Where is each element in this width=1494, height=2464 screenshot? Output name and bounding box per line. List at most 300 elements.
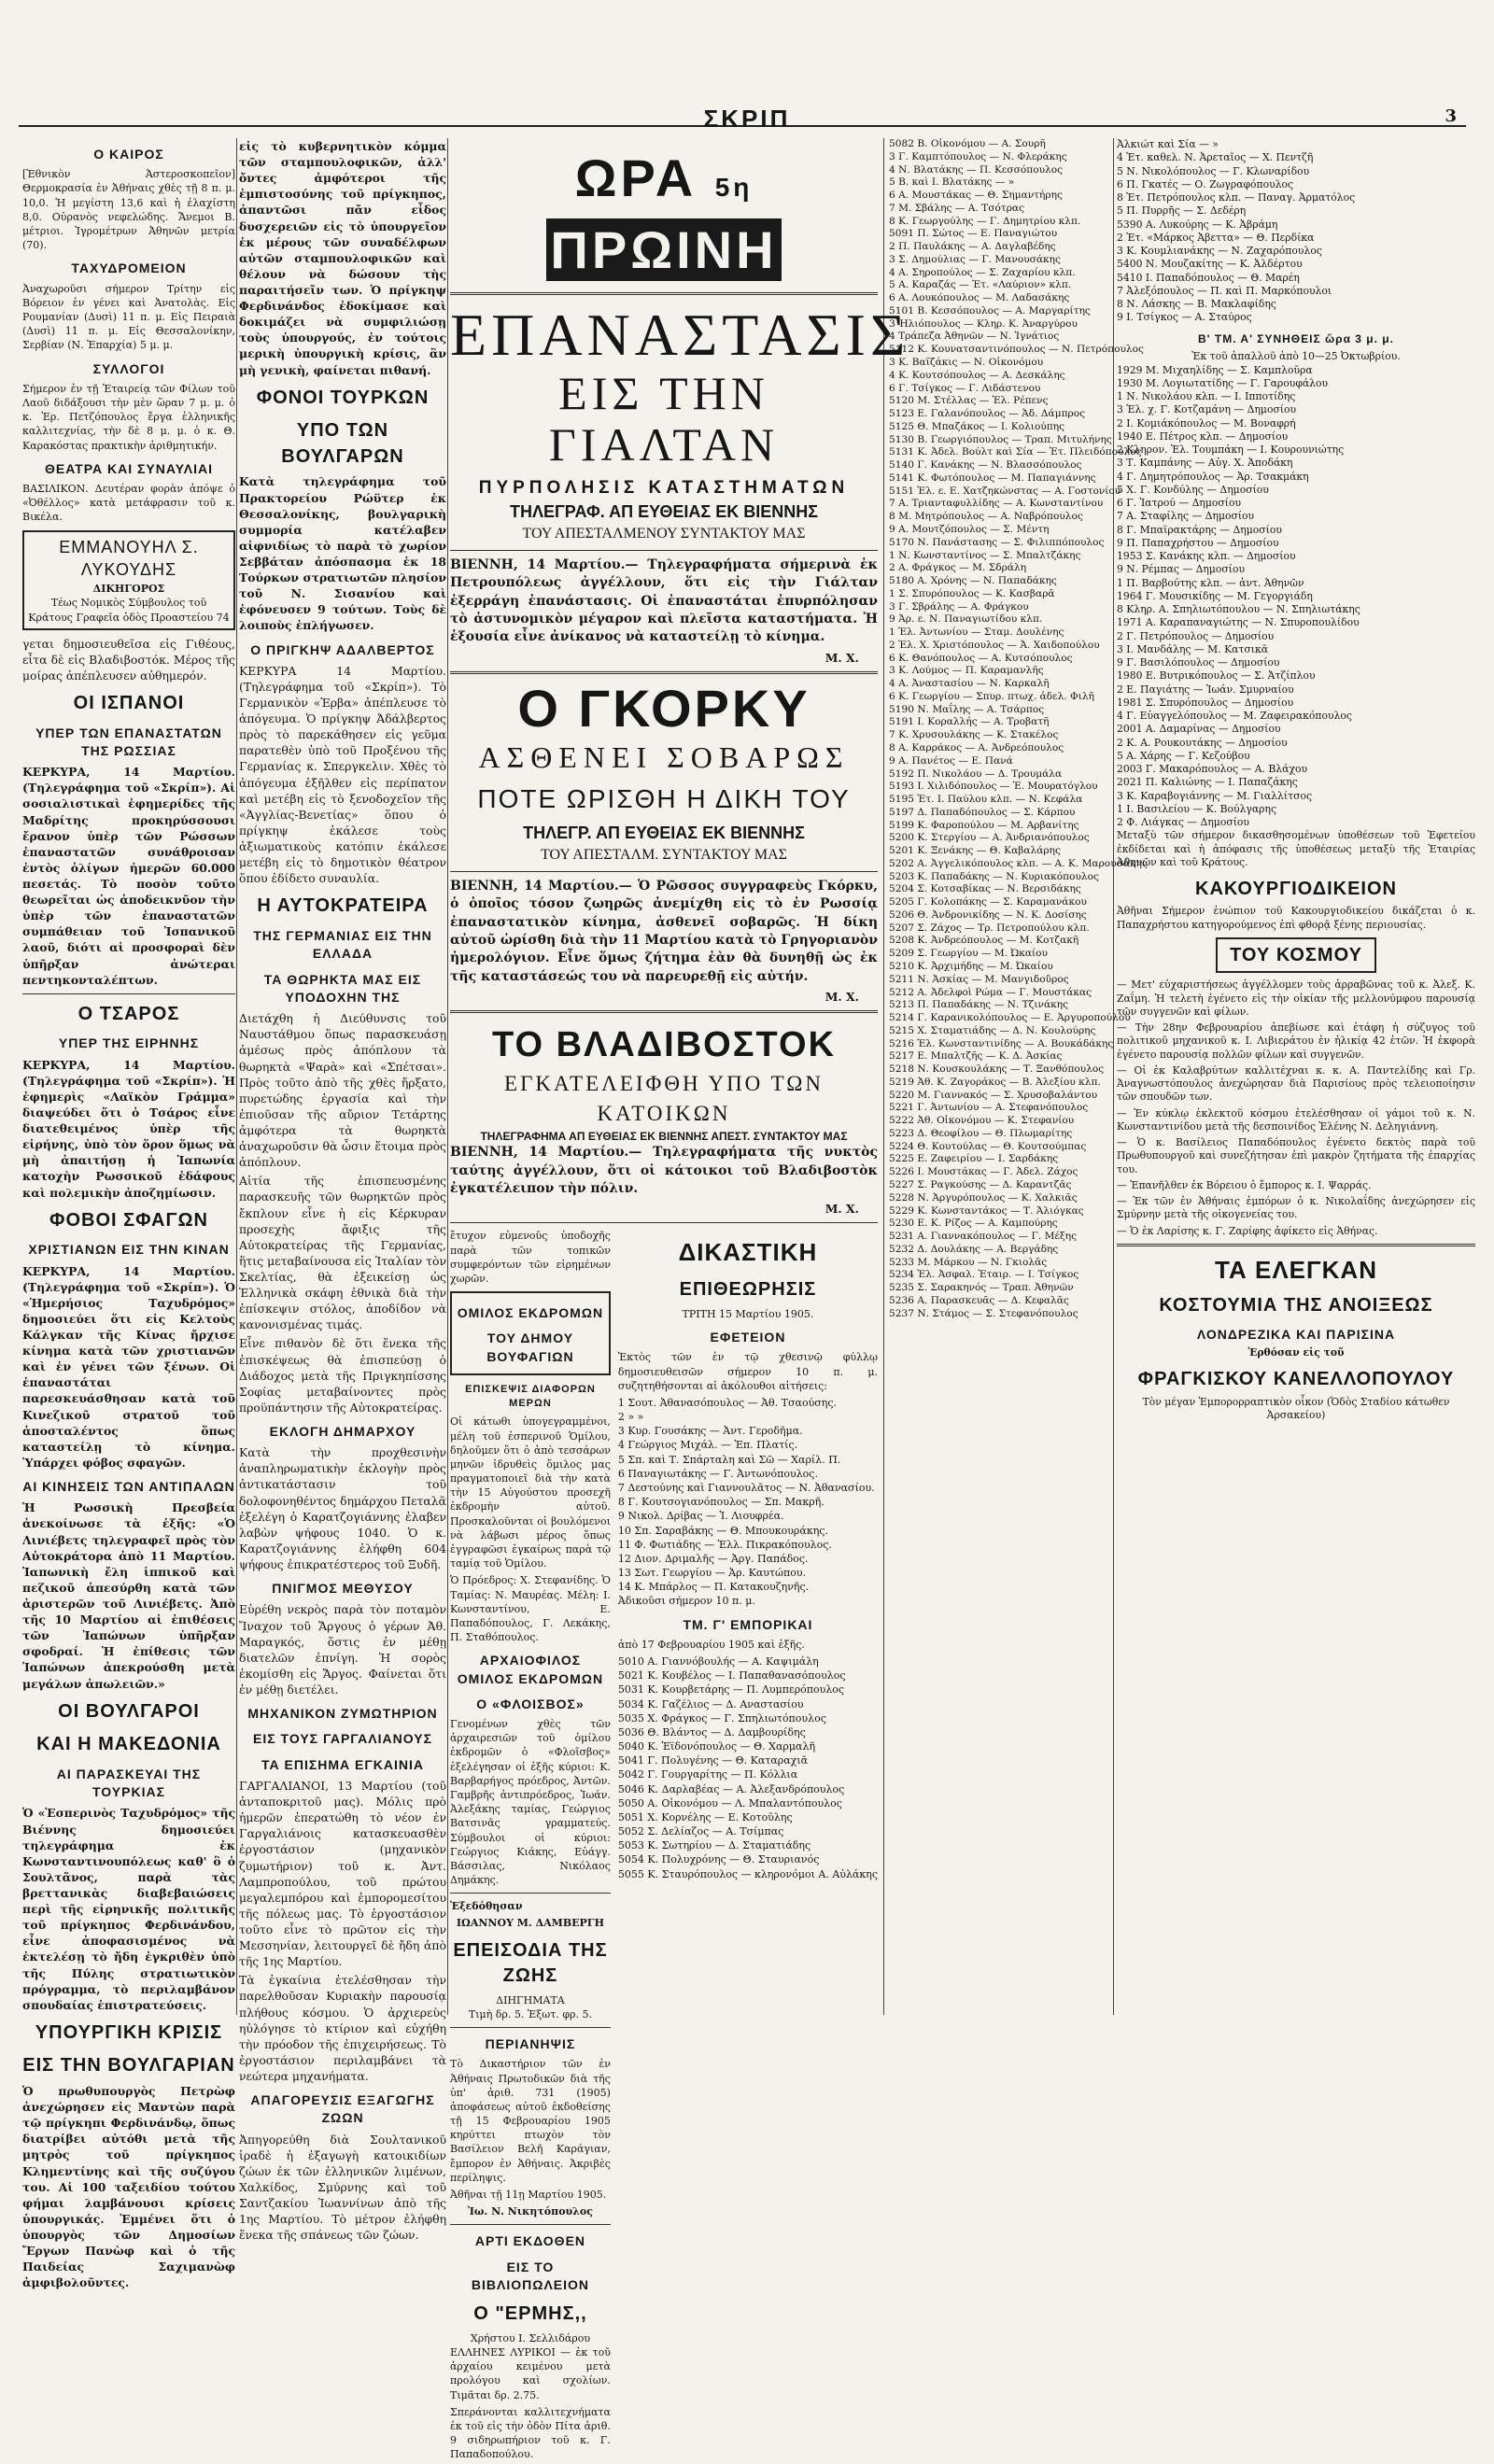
list-item: 1964 Γ. Μουσικίδης — Μ. Γεγοργιάδη — [1117, 589, 1313, 602]
section-b-heading: Β' ΤΜ. Α' ΣΥΝΗΘΕΙΣ ὥρα 3 μ. μ. — [1198, 331, 1394, 345]
court-intro: Ἐκτὸς τῶν ἐν τῷ χθεσινῷ φύλλῳ δημοσιευθεισῶν σήμερον 10 π. μ. συζητηθήσονται αἱ ἀκόλουθοι αἰτήσεις: — [617, 1351, 878, 1392]
turks-heading: ΦΟΝΟΙ ΤΟΥΡΚΩΝ — [256, 387, 430, 408]
list-item: 3 Γ. Σβράλης — Α. Φράγκου — [889, 600, 1029, 612]
empress-heading: Η ΑΥΤΟΚΡΑΤΕΙΡΑ — [257, 895, 429, 917]
list-item: 5120 Μ. Στέλλας — Ἐλ. Ρέπενς — [889, 395, 1049, 407]
list-item: 5055 Κ. Σταυρόπουλος — κληρονόμοι Α. Αὐλάκης — [617, 1867, 878, 1880]
column-rule — [1113, 138, 1114, 2015]
divider — [450, 2224, 611, 2225]
list-item: 6 Γ. Τσίγκος — Γ. Λιδάστενου — [889, 382, 1041, 394]
list-item: 13 Σωτ. Γεωργίου — Ἀρ. Καυτώπου. — [617, 1567, 807, 1580]
list-item: 3 Κυρ. Γουσάκης — Ἀντ. Γεροδῆμα. — [617, 1425, 803, 1438]
divider — [1117, 1244, 1475, 1246]
society-text-5: — Ὁ κ. Βασίλειος Παπαδόπουλος ἐγένετο δεκτὸς παρὰ τοῦ Πρωθυπουργοῦ καὶ συνεζήτησαν ἐπὶ μακρὸν ζητήματα τῆς ἐπαρχίας του. — [1117, 1136, 1475, 1176]
archaio-text: Γενομένων χθὲς τῶν ἀρχαιρεσιῶν τοῦ ὁμίλου ἐκδρομῶν ὁ «Φλοῖσβος» ἐξελέγησαν οἱ ἑξῆς κύριοι: Κ. Βαρβαρήγος πρόεδρος, Ἀντῶν. Γαμβρῆς ἀντιπρόεδρος, Ἰωάν. Ἀλεξάκης ταμίας, Γεώργιος Βατσινᾶς γραμματεύς. Σύμβουλοι οἱ κύριοι: Γεώργιος Κιάκης, Εὐάγγ. Βάσσιλας, Νικόλαος Δημάκης. — [450, 1718, 611, 1887]
list-item: 1953 Σ. Κανάκης κλπ. — Δημοσίου — [1117, 550, 1296, 563]
list-item: 5140 Γ. Κανάκης — Ν. Βλασσόπουλος — [889, 459, 1082, 472]
list-item: 2 Κ. Α. Ρουκουτάκης — Δημοσίου — [1117, 736, 1288, 749]
fear-heading: ΦΟΒΟΙ ΣΦΑΓΩΝ — [49, 1209, 208, 1231]
list-item: 1929 Μ. Μιχαηλίδης — Σ. Καμπλοῦρα — [1117, 363, 1313, 376]
society-text-2: — Τὴν 28ην Φεβρουαρίου ἀπεβίωσε καὶ ἐτάφη ἡ σύζυγος τοῦ πολιτικοῦ μηχανικοῦ κ. Ι. Λιβιεράτου ἐν ἡλικίᾳ 42 ἐτῶν. Ἡ ἐκφορὰ ἐγένετο παρουσίᾳ πολλῶν φίλων καὶ συγγενῶν. — [1117, 1021, 1475, 1061]
list-item: 5125 Θ. Μπαζάκος — Ι. Κολιούπης — [889, 420, 1065, 432]
divider — [450, 292, 878, 295]
list-item: 5400 Ν. Μουζακίτης — Κ. Ἀλδέρτου — [1117, 258, 1303, 271]
list-item: 5050 Α. Οἰκονόμου — Λ. Μπαλαντόπουλος — [617, 1796, 842, 1809]
divider — [450, 871, 878, 872]
prince-heading: Ο ΠΡΙΓΚΗΨ ΑΔΑΛΒΕΡΤΟΣ — [250, 641, 435, 657]
list-item: 6 Παναγιωτάκης — Γ. Ἀντωνόπουλος. — [617, 1467, 818, 1480]
bakery-heading: ΜΗΧΑΝΙΚΟΝ ΖΥΜΩΤΗΡΙΟΝ — [247, 1706, 438, 1722]
banner-hour-suffix: η — [733, 173, 754, 202]
vladivostok-source: ΤΗΛΕΓΡΑΦΗΜΑ ΑΠ ΕΥΘΕΙΑΣ ΕΚ ΒΙΕΝΝΗΣ ΑΠΕΣΤ. ΣΥΝΤΑΚΤΟΥ ΜΑΣ — [480, 1129, 848, 1143]
list-item: 5191 Ι. Κοραλλής — Α. Τροβατῆ — [889, 716, 1050, 728]
signature: Μ. Χ. — [825, 1202, 859, 1217]
divider — [450, 2027, 611, 2028]
article-continuation: εἰς τὸ κυβερνητικὸν κόμμα τῶν σταμπουλοφικῶν, ἀλλ' ὄντες ἀμφότεροι τῆς ἐμπιστοσύνης τοῦ πρίγκηπος, ἀπαντῶσι πᾶν εἶδος δυσχερειῶν εἰς τὸ ὑπουργεῖον ἐκ μέρους τῶν συναδέλφων αὐτῶν σταμπουλοφικῶν καὶ θέλουν νὰ δώσουν τὴς παραιτήσεῖν των. Ὁ πρίγκηψ Φερδινάνδος ἐδοκίμασε καὶ δοκιμάζει νὰ συμφιλιώσῃ τοὺς ὑπουργούς, ἐν τούτοις μερικὴ ὑπουργικὴ κρίσις, ἂν μὴ γενικὴ, φαίνεται πιθανή. — [239, 139, 446, 377]
tsar-subheading: ΥΠΕΡ ΤΗΣ ΕΙΡΗΝΗΣ — [58, 1035, 200, 1051]
list-item: 5054 Κ. Πολυχρόνης — Θ. Σταυριανός — [617, 1853, 820, 1866]
list-item: 4 Κ. Κουτσόπουλος — Α. Δεσκάλης — [889, 369, 1065, 381]
omilos-box — [450, 1291, 611, 1375]
list-item: 5035 Χ. Φράγκος — Γ. Σπηλιωτόπουλος — [617, 1711, 826, 1725]
book-genre: ΔΙΗΓΗΜΑΤΑ — [496, 1993, 565, 2006]
list-item: 5031 Κ. Κουρβετάρης — Π. Λυμπερόπουλος — [617, 1683, 845, 1697]
list-item: 1 Π. Βαρβούτης κλπ. — ἀντ. Ἀθηνῶν — [1117, 576, 1304, 589]
list-item: 5232 Δ. Δουλάκης — Α. Βεργάδης — [889, 1243, 1059, 1255]
list-item: 2 Ἐλ. Χ. Χριστόπουλος — Ἀ. Χαιδοπούλου — [889, 639, 1100, 651]
column-2 — [239, 138, 446, 2243]
bulgarians-text: Ὁ «Ἑσπερινὸς Ταχυδρόμος» τῆς Βιέννης δημοσιεύει τηλεγράφημα ἐκ Κωνσταντινουπόλεως καθ' ὃ ὁ Σουλτᾶνος, παρὰ τὰς βρεττανικὰς διαβεβαιώσεις περὶ τῆς εἰρηνικῆς πολιτικῆς τοῦ πρίγκηπος Φερδινάνδου, εἶνε ἀποφασισμένος νὰ ἐκτελέσῃ τὸ ἤδη ἐγκριθὲν ὑπὸ τῆς Πύλης στρατιωτικὸν πρόγραμμα, τὸ περιλαμβάνον σπουδαίας ἐπιστρατεύσεις. — [22, 1806, 235, 2012]
list-item: 2 Ε. Παγιάτης — Ἰωάν. Σμυρναίου — [1117, 683, 1294, 696]
list-item: 5234 Ἑλ. Ἀσφαλ. Ἐταιρ. — Ι. Τσίγκος — [889, 1269, 1079, 1281]
society-heading-box — [1216, 937, 1376, 973]
crisis-text: Ὁ πρωθυπουργὸς Πετρὼφ ἀνεχώρησεν εἰς Μαντὼν παρὰ τῷ πρίγκηπι Φερδινάνδῳ, ὅπως διατρίβει αὐτόθι μετὰ τῆς μητρὸς τοῦ πρίγκηπος Κλημεντίνης καὶ τῆς συζύγου του. Αἱ 100 ταξειδίου τούτου φήμαι λαμβάνουσι κρίσεις ὑπουργικάς. Ἐμμένει ὅτι ὁ ὑπουργὸς τῶν Δημοσίων Ἔργων Πανὼφ καὶ ὁ τῆς Παιδείας Σαχιμανὼφ ἀμφιβολοῦντες. — [22, 2084, 235, 2290]
list-item: 9 Γ. Βασιλόπουλος — Δημοσίου — [1117, 656, 1280, 669]
gorky-subheadline-2: ΠΟΤΕ ΩΡΙΣΘΗ Η ΔΙΚΗ ΤΟΥ — [477, 784, 851, 814]
weather-heading: Ο ΚΑΙΡΟΣ — [93, 147, 164, 162]
criminal-court-heading: ΚΑΚΟΥΡΓΙΟΔΙΚΕΙΟΝ — [1195, 879, 1397, 900]
list-item: 5197 Δ. Παπαδόπουλος — Σ. Κάρπου — [889, 806, 1076, 818]
list-item: 5216 Ἐλ. Κωνσταντινίδης — Α. Βουκάδάκης — [889, 1037, 1114, 1049]
list-item: 5217 Ε. Μπαλτζῆς — Κ. Δ. Ἀσκίας — [889, 1050, 1063, 1063]
lower-right — [618, 1229, 878, 2464]
list-item: 12 Διον. Δριμαλῆς — Ἀργ. Παπάδος. — [617, 1552, 809, 1565]
ad-subheading-2: ΛΟΝΔΡΕΖΙΚΑ ΚΑΙ ΠΑΡΙΣΙΝΑ — [1196, 1326, 1396, 1342]
bulgarians-subheading-2: ΑΙ ΠΑΡΑΣΚΕΥΑΙ ΤΗΣ ΤΟΥΡΚΙΑΣ — [56, 1766, 202, 1800]
list-item: 5229 Κ. Κωνσταντάκος — Τ. Ἀλιόγκας — [889, 1204, 1084, 1217]
arti-text: ΕΛΛΗΝΕΣ ΛΥΡΙΚΟΙ — ἐκ τοῦ ἀρχαίου κειμένου μετὰ προλόγου καὶ σχολίων. Τιμᾶται δρ. 2.75. — [450, 2345, 611, 2401]
list-item: 1 Ν. Κωνσταντίνος — Σ. Μπαλτζάκης — [889, 549, 1081, 561]
list-item: 5235 Σ. Σαρακηνός — Τραπ. Ἀθηνῶν — [889, 1282, 1074, 1294]
revolution-text: ΒΙΕΝΝΗ, 14 Μαρτίου.— Τηλεγραφήματα σήμερινὰ ἐκ Πετρουπόλεως ἀγγέλλουν, ὅτι εἰς τὴν Γιάλταν ἐξερράγη ἐπανάστασις. Οἱ ἐπαναστάται ἐπυρπόλησαν τὸ ἀστυνομικὸν μέγαρον καὶ πλεῖστα καταστήματα. Ἡ ἐξουσία εἶνε ἀνίκανος νὰ καταστείλῃ τὸ κίνημα. — [450, 557, 878, 645]
prince-text: ΚΕΡΚΥΡΑ 14 Μαρτίου. (Τηλεγράφημα τοῦ «Σκρίπ»). Τὸ Γερμανικὸν «Ἑρβα» ἀπέπλευσε τὸ ἀπόγευμα. Ὁ πρίγκηψ Ἀδάλβερτος πρὸς τὸ παρεκάθησεν εἰς γεῦμα παρατεθὲν ὑπὸ τοῦ Προξένου τῆς Γερμανίας κ. Σπεργκελιν. Χθὲς τὸ ἀπόγευμα ἐξῆλθεν εἰς περίπατον καὶ μετέβη εἰς τὸ ξενοδοχεῖον τῆς «Ἀγγλίας-Βενετίας» ὅπου ὁ πρίγκηψ ἐκάλεσε τοὺς ἀξιωματικοὺς κατόπιν ἐκάλεσε μετέβη εἰς τὸ δημοτικὸν θέατρον ὅπου ἐδίδετο συναυλία. — [239, 663, 446, 886]
list-item: 5215 Χ. Σταματιάδης — Δ. Ν. Κουλούρης — [889, 1024, 1096, 1036]
list-item: 9 Ν. Ρέμπας — Δημοσίου — [1117, 563, 1246, 576]
list-item: 1930 Μ. Λογιωτατίδης — Γ. Γαρουφάλου — [1117, 376, 1329, 389]
list-item: 9 Π. Παπαχρήστου — Δημοσίου — [1117, 536, 1279, 549]
list-item: 8 Α. Καρράκος — Α. Ἀνδρεόπουλος — [889, 741, 1064, 753]
list-item: 5101 Β. Κεσσόπουλος — Α. Μαργαρίτης — [889, 304, 1091, 317]
divider — [450, 1222, 878, 1223]
list-item: 8 Γ. Κουτσογιανόπουλος — Σπ. Μακρῆ. — [617, 1496, 825, 1509]
revolution-headline-2: ΕΙΣ ΤΗΝ ΓΙΑΛΤΑΝ — [548, 366, 780, 471]
list-item: 5209 Σ. Γεωργίου — Μ. Ὠκαίου — [889, 948, 1049, 960]
theatre-heading: ΘΕΑΤΡΑ ΚΑΙ ΣΥΝΑΥΛΙΑΙ — [44, 460, 213, 476]
list-item: 5210 Κ. Ἀρχιμήδης — Μ. Ὠκαίου — [889, 961, 1053, 972]
list-item: 5205 Γ. Κολοπάκης — Σ. Καραμανάκου — [889, 896, 1087, 908]
list-item: 6 Π. Γκατές — Ο. Ζωγραφόπουλος — [1117, 177, 1294, 190]
animals-text: Ἀπηγορεύθη διὰ Σουλτανικοῦ ἰραδὲ ἡ ἐξαγωγὴ κατοικιδίων ζώων ἐκ τῶν ἐλληνικῶν λιμένων, Χαλκίδος, Σμύρνης καὶ τοῦ Σαντζακίου Ἰωαννίνων ἀπὸ τῆς 1ης Μαρτίου. Τὸ μέτρον ἐλήφθη ἕνεκα τῆς σπάνεως τῶν ζώων. — [239, 2132, 446, 2243]
list-item: 5052 Σ. Δελίαζος — Α. Τσίμπας — [617, 1825, 784, 1838]
list-item: 5170 Ν. Πανάστασης — Σ. Φιλιππόπουλος — [889, 536, 1105, 548]
list-item: 3 Κ. Λούμος — Π. Καραμανλῆς — [889, 665, 1044, 677]
column-rule — [236, 138, 237, 2015]
list-item: 7 Α. Σταφίλης — Δημοσίου — [1117, 510, 1255, 523]
list-item: 5042 Γ. Γουργαρίτης — Π. Κόλλια — [617, 1768, 798, 1781]
column-rule — [883, 138, 884, 2015]
list-item: 5221 Γ. Ἀντωνίου — Α. Στεφανόπουλος — [889, 1102, 1089, 1114]
list-item: 6 Γ. Ἰατρού — Δημοσίου — [1117, 497, 1242, 510]
lawyer-title: ΔΙΚΗΓΟΡΟΣ — [92, 583, 165, 596]
weather-text: [Ἐθνικὸν Ἀστεροσκοπεῖον] Θερμοκρασία ἐν Ἀθήναις χθὲς τῇ 8 π. μ. 10,0. Ἡ μεγίστη 13,6 καὶ ἡ ἐλαχίστη 8,0. Οὐρανὸς νεφελώδης. Ἄνεμοι Β. μέτριοι. Ἱγρομέτρων Ἀθηνῶν μετρία (70). — [22, 168, 235, 252]
list-item: 2 Κληρον. Ἐλ. Τουμπάκη — Ι. Κουρουνιώτης — [1117, 444, 1345, 457]
list-item: 4 Ν. Βλατάκης — Π. Κεσσόπουλος — [889, 163, 1064, 176]
list-item: 5190 Ν. Μαΐλης — Α. Τσάρπος — [889, 703, 1045, 715]
vladivostok-text: ΒΙΕΝΝΗ, 14 Μαρτίου.— Τηλεγραφήματα τῆς νυκτὸς ταύτης ἀγγέλλουν, ὅτι οἱ κάτοικοι τοῦ Βλαδιβοστὸκ ἐγκατέλειπον τὴν πόλιν. — [450, 1145, 878, 1197]
gorky-subheadline: ΑΣΘΕΝΕΙ ΣΟΒΑΡΩΣ — [478, 740, 850, 775]
list-item: 5233 Μ. Μάρκου — Ν. Γκιολᾶς — [889, 1256, 1048, 1268]
list-item: 3 Ἐλ. χ. Γ. Κοτζαμάνη — Δημοσίου — [1117, 403, 1297, 416]
list-item: 5046 Κ. Δαρλαβέας — Α. Ἀλεξανδρόπουλος — [617, 1782, 845, 1795]
list-item: 5195 Ἑτ. Ι. Παύλου κλπ. — Ν. Κεφάλα — [889, 794, 1083, 806]
list-item: 1 Ν. Νικολάου κλπ. — Ι. Ιπποτίδης — [1117, 390, 1296, 403]
list-item: 5236 Α. Παρασκευᾶς — Δ. Κεφαλᾶς — [889, 1294, 1069, 1306]
divider — [450, 1893, 611, 1894]
list-item: 5 Β. καὶ Ι. Βλατάκης — » — [889, 176, 1015, 189]
list-item: 5 Α. Καραζάς — Ἐτ. «Λαύριον» κλπ. — [889, 279, 1072, 291]
theatre-text: ΒΑΣΙΛΙΚΟΝ. Δευτέραν φορὰν ἀπόψε ὁ «Ὀθέλλος» κατὰ μετάφρασιν τοῦ κ. Βικέλα. — [22, 483, 235, 524]
list-item: 1980 Ε. Βυτρικόπουλος — Σ. Ἀτζίπλου — [1117, 669, 1316, 683]
list-item: 5 Χ. Γ. Κονδύλης — Δημοσίου — [1117, 483, 1269, 496]
moves-text: Ἡ Ρωσσικὴ Πρεσβεία ἀνεκοίνωσε τὰ ἑξῆς: «Ὁ Λινιέβετς τηλεγραφεῖ πρὸς τὸν Αὐτοκράτορα ἀπὸ 11 Μαρτίου. Ἰαπωνικὴ ἔλη ἱππικοῦ καὶ πεζικοῦ ἀπεσύρθη κατὰ τῶν ἀριστερῶν τοῦ Λινιέβετς. Ἀπὸ τῆς 10 Μαρτίου αἱ ἐπιθέσεις τῶν Ἰαπώνων ὑπῆρξαν σφοδραί. Ἡ ἐπίθεσις τῶν Ἰαπώνων ἀπεκρούσθη μετὰ μεγάλων ἀπωλειῶν.» — [22, 1500, 235, 1691]
vladivostok-subheadline: ΕΓΚΑΤΕΛΕΙΦΘΗ ΥΠΟ ΤΩΝ ΚΑΤΟΙΚΩΝ — [504, 1072, 824, 1126]
list-item: 5 Ν. Νικολόπουλος — Γ. Κλωναρίδου — [1117, 164, 1310, 177]
list-item: 8 Κληρ. Α. Σπηλιωτόπουλου — Ν. Σπηλιωτάκης — [1117, 603, 1360, 616]
list-item: 4 Γ. Δημητρόπουλος — Ἀρ. Τσακμάκη — [1117, 470, 1309, 483]
list-item: 5214 Γ. Καρανικολόπουλος — Ε. Ἀργυροπούλου — [889, 1012, 1131, 1024]
list-item: 5053 Κ. Σωτηρίου — Δ. Σταματιάδης — [617, 1839, 811, 1852]
list-item: Ἀλκιώτ καὶ Σία — » — [1117, 138, 1219, 150]
vladivostok-headline: ΤΟ ΒΛΑΔΙΒΟΣΤΟΚ — [491, 1024, 837, 1064]
list-item: 3 Κ. Κουμλιανάκης — Ν. Ζαχαρόπουλος — [1117, 245, 1322, 257]
case-list-a — [1117, 138, 1475, 325]
omilos-text: Οἱ κάτωθι ὑπογεγραμμένοι, μέλη τοῦ ἐσπερινοῦ Ὁμίλου, δηλοῦμεν ὅτι ὁ ἀπὸ τεσσάρων μηνῶν ἱδρυθεὶς ὅμιλος μας πραγματοποιεῖ διὰ τὴν κατὰ τὴν 15 Αὐγούστου προσεχῆ ἐκδρομὴν αὐτοῦ. Προσκαλοῦνται οἱ βουλόμενοι νὰ λάβωσι μέρος ὅπως ἐγγραφῶσι ἐγκαίρως παρὰ τῷ ταμίᾳ τοῦ Ὁμίλου. — [450, 1415, 611, 1570]
empress-text-2: Αἰτία τῆς ἐπισπευσμένης παρασκευῆς τῶν θωρηκτῶν πρὸς ἔκπλουν εἶνε ἡ εἰς Κέρκυραν προσεχὴς ἄφιξις τῆς Αὐτοκρατείρας τῆς Γερμανίας, ἥτις μεταβαίνουσα εἰς Ἰταλίαν τὸν Σκελτίας, θὰ ἐξεικείσῃ ὡς Ἑλληνικὰ σκάφη ἐθνικὰ διὰ τὴν ἐπίσκεψιν στόλος, ἀποδίδον νὰ κανονισμένας τιμάς. — [239, 1174, 446, 1332]
list-item: 5225 Ε. Ζαφειρίου — Ι. Σαρδάκης — [889, 1153, 1059, 1165]
lower-split — [450, 1229, 878, 2464]
list-item: 5213 Π. Παπαδάκης — Ν. Τζινάκης — [889, 999, 1069, 1011]
list-item: 5036 Θ. Βλάντος — Δ. Δαμβουρίδης — [617, 1725, 806, 1739]
list-item: 9 Νικολ. Δρίβας — Ἰ. Λιουφρέα. — [617, 1510, 784, 1523]
gorky-text: ΒΙΕΝΝΗ, 14 Μαρτίου.— Ὁ Ρῶσσος συγγραφεὺς Γκόρκυ, ὁ ὁποῖος τόσον ζωηρῶς ἀνεμίχθη εἰς τὸ ἐν Ρωσσίᾳ ἐπαναστατικὸν κίνημα, ἀσθενεῖ σοβαρῶς. Ἡ δίκη αὐτοῦ ὡρίσθη διὰ τὴν 11 Μαρτίου κατὰ τὸ Γρηγοριανὸν ἡμερολόγιον. Εἶνε ὅμως ζήτημα ἐὰν θὰ δυνηθῇ ὡς ἐκ τῆς καταστάσεώς του νὰ παρευρεθῇ εἰς αὐτήν. — [450, 879, 878, 984]
list-item: 2003 Γ. Μακαρόπουλος — Α. Βλάχου — [1117, 763, 1308, 776]
empress-subheading: ΤΗΣ ΓΕΡΜΑΝΙΑΣ ΕΙΣ ΤΗΝ ΕΛΛΑΔΑ — [253, 927, 432, 962]
book-title: ΕΠΕΙΣΟΔΙΑ ΤΗΣ ΖΩΗΣ — [453, 1939, 608, 1987]
criminal-court-text: Ἀθῆναι Σήμερον ἐνώπιον τοῦ Κακουργιοδικείου δικάζεται ὁ κ. Παπαχρήστου κατηγορούμενος ἐπὶ φθορᾷ ξένης περιουσίας. — [1117, 905, 1475, 931]
list-item: 5220 Μ. Γιαννακός — Σ. Χρυσοβαλάντου — [889, 1089, 1098, 1101]
book-price: Τιμὴ δρ. 5. Ἐξωτ. φρ. 5. — [468, 2007, 593, 2020]
case-list-b — [1117, 364, 1475, 830]
article-text: γεται δημοσιευθεῖσα εἰς Γιθέους, εἶτα δὲ εἰς Βλαδιβοστόκ. Μέρος τῆς μοίρας ἀπέπλευσεν αὐθημερόν. — [22, 636, 235, 683]
periplous-heading: ΠΕΡΙΑΝΗΨΙΣ — [485, 2036, 576, 2052]
post-text: Ἀναχωροῦσι σήμερον Τρίτην εἰς Βόρειον ἐν γένει καὶ Ἀνατολὰς. Εἰς Ρουμανίαν (Δυσὶ) 11 π. μ. Εἰς Πειραιὰ (Δυσὶ) 11 π. μ. Εἰς Θεσσαλονίκην, Σερβίαν (Ν. Ἐπαρχία) 5 μ. μ. — [22, 282, 235, 352]
list-item: 5130 Β. Γεωργιόπουλος — Τραπ. Μιτυλήνης — [889, 433, 1112, 445]
list-item: 6 Κ. Θανόπουλος — Α. Κυτσόπουλος — [889, 652, 1073, 664]
list-item: 5203 Κ. Παπαδάκης — Ν. Κυριακόπουλος — [889, 870, 1099, 882]
list-item: 2001 Α. Δαμαρίνας — Δημοσίου — [1117, 723, 1281, 736]
mayor-text: Κατὰ τὴν προχθεσινὴν ἀναπληρωματικὴν ἐκλογὴν πρὸς ἀντικατάστασιν τοῦ δολοφονηθέντος δημάρχου Πεταλᾶ ἐξελέγη ὁ Καρατζογιάννης ἐλαβεν λαβὼν ψήφους 1040. Ὁ κ. Καρατζογιάννης ἐλήφθη 604 ψήφους ἐπικρατέστερος τοῦ Ξυδῆ. — [239, 1445, 446, 1572]
omilos-heading: ΟΜΙΛΟΣ ΕΚΔΡΟΜΩΝ — [457, 1305, 604, 1321]
list-item: 5226 Ι. Μουστάκας — Γ. Ἀδελ. Ζάχος — [889, 1166, 1078, 1178]
list-item: 1 Ἐλ. Ἀντωνίου — Σταμ. Δουλένης — [889, 627, 1064, 639]
signature: Μ. Χ. — [825, 989, 859, 1004]
divider — [450, 1010, 878, 1013]
society-text: — Μετ' εὐχαριστήσεως ἀγγέλλομεν τοὺς ἀρραβῶνας τοῦ κ. Ἀλεξ. Κ. Ζαΐμη. Ἡ τελετὴ ἐγένετο εἰς τὴν οἰκίαν τῆς μελλονύμφου παρουσίᾳ τῶν συγγενῶν καὶ φίλων. — [1117, 979, 1475, 1018]
omilos-text-2: Ὁ Πρόεδρος: Χ. Στεφανίδης. Ὁ Ταμίας: Ν. Μαυρέας. Μέλη: Ι. Κωνσταντίνου, Ε. Παπαδόπουλος, Γ. Λεκάκης, Π. Σταθόπουλος. — [450, 1574, 611, 1644]
tsar-heading: Ο ΤΣΑΡΟΣ — [78, 1003, 180, 1024]
divider — [450, 550, 878, 551]
society-text-4: — Ἐν κύκλῳ ἐκλεκτοῦ κόσμου ἐτελέσθησαν οἱ γάμοι τοῦ κ. Ν. Κωνσταντινίδου μετὰ τῆς δεσποινίδος Ἑλένης Ν. Δεληγιάννη. — [1117, 1106, 1475, 1133]
meetings-text: Σήμερον ἐν τῇ Ἑταιρείᾳ τῶν Φίλων τοῦ Λαοῦ διδάξουσι τὴν μὲν ὥραν 7 μ. μ. ὁ κ. Ἐρ. Πετζόπουλος ἔργα ἑλληνικῆς καλλιτεχνίας, τὴν δὲ 8 μ. μ. ὁ κ. Θ. Καρακόστας πρακτικὴν ἀριθμητικήν. — [22, 382, 235, 452]
lawyer-address: Τέως Νομικὸς Σύμβουλος τοῦ Κράτους Γραφεῖα ὁδὸς Προαστείου 74 — [28, 597, 230, 624]
list-item: 10 Σπ. Σαραβάκης — Θ. Μπουκουράκης. — [617, 1524, 828, 1537]
omilos-subheading: ΤΟΥ ΔΗΜΟΥ ΒΟΥΦΑΓΙΩΝ — [486, 1331, 574, 1364]
list-item: 5041 Γ. Πολυγένης — Θ. Καταραχιᾶ — [617, 1754, 809, 1767]
ad-text: Ἐρθόσαν εἰς τοῦ — [1247, 1346, 1345, 1359]
masthead — [0, 105, 1494, 131]
list-item: 5200 Κ. Στεργίου — Α. Ἀνδριανόπουλος — [889, 832, 1090, 844]
list-item: 2021 Π. Καλιώνης — Ι. Παπαζάκης — [1117, 776, 1298, 789]
list-item: 5010 Α. Γιαννόβουλής — Α. Καψιμάλη — [617, 1655, 819, 1668]
column-rule — [447, 138, 448, 2015]
list-item: 3 Τ. Καμπάνης — Αὐγ. Χ. Ἀποδάκη — [1117, 457, 1293, 470]
lawyer-ad — [22, 530, 235, 630]
empress-subheading-2: ΤΑ ΘΩΡΗΚΤΑ ΜΑΣ ΕΙΣ ΥΠΟΔΟΧΗΝ ΤΗΣ — [263, 971, 422, 1005]
list-item: 8 Κ. Γεωργούλης — Γ. Δημητρίου κλπ. — [889, 215, 1081, 227]
list-item: 5021 Κ. Κουβέλος — Ι. Παπαθανασόπουλος — [617, 1669, 846, 1683]
list-item: 5034 Κ. Γαζέλιος — Δ. Αναστασίου — [617, 1697, 804, 1711]
turks-text: Κατὰ τηλεγράφημα τοῦ Πρακτορείου Ρώϋτερ ἐκ Θεσσαλονίκης, βουλγαρικὴ συμμορία κατέλαβεν αἰφνιδίως τὸ παρὰ τὸ χωρίον Σεββάταν ἀπόσπασμα ἐκ 18 Τούρκων στρατιωτῶν πλησίον τοῦ Ν. Σισανίου καὶ ἐφόνευσεν 9 τούτων. Τοὺς δὲ λοιποὺς ἐπλήγωσεν. — [239, 474, 446, 633]
bulgarians-heading: ΟΙ ΒΟΥΛΓΑΡΟΙ — [58, 1700, 200, 1722]
list-item: 5224 Θ. Κουτούλας — Θ. Κουτσούμπας — [889, 1140, 1087, 1152]
society-text-8: — Ὁ ἐκ Λαρίσης κ. Γ. Ζαρίφης ἀφίκετο εἰς Ἀθήνας. — [1117, 1224, 1378, 1237]
omilos-subheading-2: ΕΠΙΣΚΕΨΙΣ ΔΙΑΦΟΡΩΝ ΜΕΡΩΝ — [465, 1384, 596, 1410]
list-item: 9 Ι. Τσίγκος — Α. Σταύρος — [1117, 311, 1252, 324]
list-item: 8 Ν. Λάσκης — Β. Μακλαφίδης — [1117, 298, 1276, 310]
bulgarians-subheading: ΚΑΙ Η ΜΑΚΕΔΟΝΙΑ — [36, 1734, 221, 1755]
bakery-subheading: ΕΙΣ ΤΟΥΣ ΓΑΡΓΑΛΙΑΝΟΥΣ — [253, 1731, 432, 1747]
court-heading: ΔΙΚΑΣΤΙΚΗ — [678, 1238, 818, 1267]
list-item: 5051 Χ. Κορνέλης — Ε. Κοτοῦλης — [617, 1810, 793, 1823]
list-item: 3 Ι. Μανδάλης — Μ. Κατσικᾶ — [1117, 642, 1269, 655]
animals-heading: ΑΠΑΓΟΡΕΥΣΙΣ ΕΞΑΓΩΓΗΣ ΖΩΩΝ — [250, 2092, 435, 2126]
list-item: 2 Ἐτ. «Μάρκος Ἀβεττα» — Θ. Περδίκα — [1117, 231, 1315, 244]
list-item: 5212 Α. Ἀδελφοὶ Ρώμα — Γ. Μουστάκας — [889, 986, 1092, 998]
list-item: 2 Ι. Κομιάκόπουλος — Μ. Βοναφρή — [1117, 416, 1296, 429]
turks-subheading: ΥΠΟ ΤΩΝ ΒΟΥΛΓΑΡΩΝ — [281, 420, 404, 467]
gorky-headline: Ο ΓΚΟΡΚΥ — [517, 678, 810, 738]
list-item: 5223 Δ. Θεοφίλου — Θ. Πλωμαρίτης — [889, 1127, 1073, 1139]
banner-ora: ΩΡΑ — [574, 148, 698, 207]
society-text-3: — Οἱ ἐκ Καλαβρύτων καλλιτέχναι κ. κ. Α. Παντελίδης καὶ Γρ. Ἀναγνωστόπουλος ἀνεχώρησαν διὰ Παρισίους πρὸς τελειοποίησιν τῶν σπουδῶν των. — [1117, 1063, 1475, 1104]
court-list — [618, 1396, 878, 1594]
bakery-text: ΓΑΡΓΑΛΙΑΝΟΙ, 13 Μαρτίου (τοῦ ἀνταποκριτοῦ μας). Μόλις πρὸ ἡμερῶν ἐπερατώθη τὸ νέον ἐν Γαργαλιάνοις κατασκευασθὲν ἐργοστάσιον (μηχανικὸν ζυμωτήριον) τοῦ κ. Ἀντ. Λαμπροπούλου, τοῦ πρώτου μεγαλεμπόρου καὶ ἐμπορομεσίτου τῆς πόλεως μας. Τὸ ἐργοστάσιον τοῦτο εἶνε τὸ πρῶτον εἰς τὴν Μεσσηνίαν, λειτουργεῖ δὲ ἤδη ἀπὸ τῆς 1ης Μαρτίου. — [239, 1779, 446, 1969]
gorky-source: ΤΗΛΕΓΡ. ΑΠ ΕΥΘΕΙΑΣ ΕΚ ΒΙΕΝΝΗΣ — [523, 824, 805, 843]
crisis-subheading: ΕΙΣ ΤΗΝ ΒΟΥΛΓΑΡΙΑΝ — [22, 2055, 235, 2077]
section-b-subheading: Ἐκ τοῦ ἀπαλλοῦ ἀπὸ 10—25 Ὀκτωβρίου. — [1191, 350, 1401, 363]
mayor-heading: ΕΚΛΟΓΗ ΔΗΜΑΡΧΟΥ — [269, 1423, 416, 1439]
column-3 — [450, 138, 910, 2461]
bakery-text-2: Τὰ ἐγκαίνια ἐτελέσθησαν τὴν παρελθοῦσαν Κυριακὴν παρουσίᾳ πλήθους κόσμου. Ὁ ἀρχιερεὺς ηὐλόγησε τὸ κτίριον καὶ εὐχήθη τὴν πρόοδον τῆς ἐπιχειρήσεως. Τὸ ἐργοστάσιον περιλαμβάνει τὰ νεώτερα μηχανήματα. — [239, 1973, 446, 2083]
revolution-source: ΤΗΛΕΓΡΑΦ. ΑΠ ΕΥΘΕΙΑΣ ΕΚ ΒΙΕΝΝΗΣ — [509, 502, 819, 522]
trial-heading: ΤΜ. Γ' ΕΜΠΟΡΙΚΑΙ — [683, 1616, 813, 1632]
list-item: 2 Π. Παυλάκης — Α. Δαγλαβέδης — [889, 241, 1056, 253]
list-item: 3 Κ. Καραβογιάννης — Μ. Γιαλλίτσος — [1117, 789, 1312, 802]
tsar-text: ΚΕΡΚΥΡΑ, 14 Μαρτίου. (Τηλεγράφημα τοῦ «Σκρίπ»). Ἡ ἐφημερὶς «Λαϊκὸν Γράμμα» διαψεύδει ὅτι ὁ Τσάρος εἶνε διατεθειμένος ὑπὲρ τῆς εἰρήνης, ὑπὸ τὸν ὅρον ὅμως νὰ μὴ ἀπαιτήσῃ ἡ Ἰαπωνία κατοχὴν Ρωσσικοῦ ἐδάφους καὶ πολεμικὴν ἀποζημίωσιν. — [22, 1057, 235, 1200]
arti-subheading: ΕΙΣ ΤΟ ΒΙΒΛΙΟΠΩΛΕΙΟΝ — [471, 2259, 590, 2292]
list-item: 9 Ἀρ. ε. Ν. Παναγιωτίδου κλπ. — [889, 613, 1043, 626]
bakery-subheading-2: ΤΑ ΕΠΙΣΗΜΑ ΕΓΚΑΙΝΙΑ — [261, 1756, 424, 1772]
spain-heading: ΟΙ ΙΣΠΑΝΟΙ — [73, 693, 185, 714]
continuation-text: ἔτυχον εὐμενοῦς ὑποδοχῆς παρὰ τῶν τοπικῶν συμφερόντων τῶν εἰρημένων χωρῶν. — [450, 1230, 611, 1285]
ad-footer: Τὸν μέγαν Ἐμπορορραπτικὸν οἶκον (Ὁδὸς Σταδίου κάτωθεν Ἀρσακείου) — [1142, 1395, 1450, 1421]
list-item: 4 Ἐτ. καθελ. Ν. Ἀρεταῖος — Χ. Πεντζῆ — [1117, 151, 1314, 164]
list-item: 5211 Ν. Ἀσκίας — Μ. Μανγιδοῦρος — [889, 973, 1069, 985]
list-item: 1 Ι. Βασιλείου — Κ. Βούλγαρης — [1117, 802, 1277, 815]
list-item: 5201 Κ. Ξενάκης — Θ. Καβαλάρης — [889, 845, 1061, 857]
revolution-source-2: ΤΟΥ ΑΠΕΣΤΑΛΜΕΝΟΥ ΣΥΝΤΑΚΤΟΥ ΜΑΣ — [522, 525, 806, 542]
lawyer-name: ΕΜΜΑΝΟΥΗΛ Σ. ΛΥΚΟΥΔΗΣ — [59, 537, 199, 580]
trial-foot: ἀπὸ 17 Φεβρουαρίου 1905 καὶ ἑξῆς. — [617, 1638, 805, 1651]
list-item: 2 Φ. Λιάγκας — Δημοσίου — [1117, 816, 1249, 829]
signature: Μ. Χ. — [825, 650, 859, 665]
spain-subheading: ΥΠΕΡ ΤΩΝ ΕΠΑΝΑΣΤΑΤΩΝ ΤΗΣ ΡΩΣΣΙΑΣ — [35, 725, 222, 758]
court-foot: Ἀδικοῦσι σήμερον 10 π. μ. — [617, 1595, 755, 1608]
column-4 — [889, 138, 1148, 2024]
list-item: 5193 Ι. Χιλιδόπουλος — Ἐ. Μουρατόγλου — [889, 781, 1098, 793]
list-item: 5123 Ε. Γαλανόπουλος — Ἀδ. Δάμπρος — [889, 408, 1086, 420]
arti-heading: ΑΡΤΙ ΕΚΔΟΘΕΝ — [474, 2233, 586, 2249]
meetings-heading: ΣΥΛΛΟΓΟΙ — [92, 360, 165, 376]
list-item: 1 Σ. Σπυρόπουλος — Κ. Κασβαρᾶ — [889, 587, 1055, 599]
gorky-source-2: ΤΟΥ ΑΠΕΣΤΑΛΜ. ΣΥΝΤΑΚΤΟΥ ΜΑΣ — [540, 846, 787, 863]
list-item: 4 Γεώργιος Μιχάλ. — Ἐπ. Πλατίς. — [617, 1439, 798, 1452]
archaio-subheading: Ο «ΦΛΟΙΣΒΟΣ» — [476, 1696, 585, 1711]
list-item: 5410 Ι. Παπαδόπουλος — Θ. Μαρέη — [1117, 271, 1300, 284]
ad-merchant-name: ΦΡΑΓΚΙΣΚΟΥ ΚΑΝΕΛΛΟΠΟΥΛΟΥ — [1137, 1369, 1455, 1390]
drowning-text: Εὑρέθη νεκρὸς παρὰ τὸν ποταμὸν Ἴναχον τοῦ Ἄργους ὁ γέρων Ἀθ. Μαραγκός, ὅστις ἐν μέθῃ διατελῶν ἐπνίγη. Ἡ σορὸς ἐκομίσθη εἰς Ἄργος. Φαίνεται ὅτι ἐν μέθῃ διετέλει. — [239, 1602, 446, 1697]
masthead-title: ΣΚΡΙΠ — [703, 105, 791, 133]
list-item: 9 Α. Πανέτος — Ε. Πανά — [889, 754, 1013, 767]
arti-title: Ο "ΕΡΜΗΣ,, — [473, 2303, 587, 2325]
lower-left — [450, 1229, 611, 2464]
periplous-date: Ἀθῆναι τῇ 11ῃ Μαρτίου 1905. — [450, 2188, 607, 2201]
banner-proini: ΠΡΩΙΝΗ — [546, 218, 781, 281]
list-item: 5091 Π. Σώτος — Ε. Παναγιώτου — [889, 228, 1058, 240]
notice-text: Μεταξὺ τῶν σήμερον δικασθησομένων ὑποθέσεων τοῦ Ἐφετείου ἐκδίδεται καὶ ἡ ἀπόφασις τῆς ὑποθέσεως μεταξὺ τῆς Ἑταιρίας Ἀθηνῶν καὶ τοῦ Κράτους. — [1117, 829, 1475, 868]
list-item: 5228 Ν. Ἀργυρόπουλος — Κ. Χαλκιᾶς — [889, 1191, 1078, 1204]
ad-heading: ΤΑ ΕΛΕΓΚΑΝ — [1215, 1255, 1377, 1284]
list-item: 5141 Κ. Φωτόπουλος — Μ. Παπαγιάννης — [889, 472, 1096, 484]
book-author: ΙΩΑΝΝΟΥ Μ. ΔΑΜΒΕΡΓΗ — [456, 1917, 604, 1930]
list-item: 5040 Κ. Ἐϊδονόπουλος — Θ. Χαρμαλῆ — [617, 1740, 816, 1753]
archaio-heading: ΑΡΧΑΙΟΦΙΛΟΣ ΟΜΙΛΟΣ ΕΚΔΡΟΜΩΝ — [457, 1653, 604, 1686]
court-list-2 — [618, 1654, 878, 1881]
list-item: 5207 Σ. Ζάχος — Τρ. Πετροπούλου κλπ. — [889, 922, 1090, 934]
list-item: 2 Γ. Πετρόπουλος — Δημοσίου — [1117, 629, 1275, 642]
list-item: 11 Φ. Φωτιάδης — Ἐλλ. Πικρακόπουλος. — [617, 1538, 832, 1551]
society-text-6: — Ἐπανῆλθεν ἐκ Βόρειου ὁ ἔμπορος κ. Ι. Ψαρράς. — [1117, 1178, 1372, 1191]
empress-text: Διετάχθη ἡ Διεύθυνσις τοῦ Ναυστάθμου ὅπως παρασκευάσῃ ἀμέσως πρὸς ἀπόπλουν τὰ θωρηκτὰ «Ψαρὰ» καὶ «Σπέτσαι». Πρὸς τοῦτο ἀπὸ τῆς χθὲς ἤρξατο, πυρετώδης ἐργασία καὶ τὴν ἐπιοῦσαν τῆς αὔριον Τετάρτης ἀμφότερα τὰ θωρηκτὰ ἀναχωροῦσιν θὰ ὦσιν ἕτοιμα πρὸς ἀπόπλουν. — [239, 1011, 446, 1170]
edition-banner — [450, 142, 878, 287]
arti-note: Σπεράνονται καλλιτεχνήματα ἐκ τοῦ εἰς τὴν ὁδὸν Πίτα ἀριθ. 9 σιδηρωπήριον τοῦ κ. Γ. Παπαδοπούλου. — [450, 2405, 611, 2461]
court-subheading: ΕΦΕΤΕΙΟΝ — [710, 1330, 786, 1345]
list-item: 5219 Ἀθ. Κ. Ζαγοράκος — Β. Ἀλεξίου κλπ. — [889, 1076, 1101, 1088]
list-item: 5390 Α. Λυκούρης — Κ. Ἀβράμη — [1117, 218, 1278, 231]
list-item: 5204 Σ. Κοτσαβίκας — Ν. Βερσιδάκης — [889, 883, 1081, 895]
list-item: 5151 Ἑλ. ε. Ε. Χατζηκώνστας — Α. Γοστονίου — [889, 485, 1121, 497]
list-item: 3 Γ. Καμπτόπουλος — Ν. Φλεράκης — [889, 150, 1067, 162]
list-item: 1971 Α. Καραπαναγιώτης — Ν. Σπυροπουλίδου — [1117, 616, 1360, 629]
list-item: 5131 Κ. Ἀδελ. Βούλτ καὶ Σία — Ἑτ. Πλειδόπουλος — [889, 446, 1142, 458]
list-item: 6 Α. Μουστάκας — Θ. Σημαντήρης — [889, 190, 1063, 202]
list-item: 5202 Α. Ἀγγελικόπουλος κλπ. — Α. Κ. Μαρουσάκης — [889, 857, 1148, 869]
list-item: 7 Α. Τριανταφυλλίδης — Α. Κωνσταντίνου — [889, 498, 1104, 510]
list-item: 5206 Θ. Ἀνδρονικίδης — Ν. Κ. Δοσίσης — [889, 908, 1087, 921]
list-item: 7 Μ. Σβάλης — Α. Τσότρας — [889, 202, 1025, 214]
fear-subheading: ΧΡΙΣΤΙΑΝΩΝ ΕΙΣ ΤΗΝ ΚΙΝΑΝ — [28, 1242, 230, 1258]
list-item: 6 Κ. Γεωργίου — Σπυρ. πτωχ. ἀδελ. Φιλῆ — [889, 690, 1094, 702]
periplous-signature: Ἰω. Ν. Νικητόπουλος — [468, 2205, 593, 2218]
list-item: 7 Ἀλεξόπουλος — Π. καὶ Π. Μαρκόπουλοι — [1117, 284, 1332, 297]
list-item: 5227 Σ. Ραγκούσης — Δ. Καραντζᾶς — [889, 1179, 1072, 1191]
society-heading: ΤΟΥ ΚΟΣΜΟΥ — [1230, 944, 1362, 965]
list-item: 4 Α. Ἀναστασίου — Ν. Καρκαλῆ — [889, 678, 1050, 690]
list-item: 8 Γ. Μπαϊρακτάρης — Δημοσίου — [1117, 523, 1282, 536]
list-item: 3 Σ. Δημούλιας — Γ. Μανουσάκης — [889, 253, 1061, 265]
list-item: 4 Γ. Εὐαγγελόπουλος — Μ. Ζαφειρακόπουλος — [1117, 710, 1352, 723]
court-heading-2: ΕΠΙΘΕΩΡΗΣΙΣ — [679, 1279, 817, 1301]
list-item: 4 Τράπεζα Ἀθηνῶν — Ν. Ἰγνάτιος — [889, 331, 1060, 343]
list-item: 8 Ἐτ. Πετρόπουλος κλπ. — Παναγ. Ἀρματόλος — [1117, 191, 1356, 204]
list-item: 5 Σπ. καὶ Τ. Σπάρταλη καὶ Σῶ — Χαρίλ. Π. — [617, 1453, 841, 1466]
list-item: 5192 Π. Νικολάου — Δ. Τρουμάλα — [889, 767, 1063, 780]
list-item: 2 » » — [617, 1411, 644, 1424]
list-item: 5237 Ν. Στάμος — Σ. Στεφανόπουλος — [889, 1307, 1078, 1319]
empress-text-3: Εἶνε πιθανὸν δὲ ὅτι ἕνεκα τῆς ἐπισκέψεως θὰ ἐπισπεύσῃ ὁ Διάδοχος μετὰ τῆς Πριγκηπίσσης Σοφίας μεταβαίνοντες πρὸς προϋπάντησιν τῆς Αὐτοκρατείρας. — [239, 1336, 446, 1415]
list-item: 1 Σουτ. Ἀθανασόπουλος — Ἀθ. Τσαούσης. — [617, 1396, 838, 1409]
list-item: 1940 Ε. Πέτρος κλπ. — Δημοσίου — [1117, 429, 1289, 443]
ad-subheading: ΚΟΣΤΟΥΜΙΑ ΤΗΣ ΑΝΟΙΞΕΩΣ — [1159, 1295, 1433, 1316]
list-item: 1981 Σ. Σπυρόπουλος — Δημοσίου — [1117, 696, 1294, 709]
list-item: 3 Ἠλιόπουλος — Κληρ. Κ. Ἀναργύρου — [889, 317, 1078, 330]
list-item: 3 Κ. Βαϊζάκις — Ν. Οἰκονόμου — [889, 357, 1044, 369]
list-item: 5222 Ἀθ. Οἰκονόμου — Κ. Στεφανίου — [889, 1115, 1075, 1127]
spain-text: ΚΕΡΚΥΡΑ, 14 Μαρτίου. (Τηλεγράφημα τοῦ «Σκρίπ»). Αἱ σοσιαλιστικαὶ ἐφημερίδες τῆς Μαδρίτης προκηρύσσουσι ἔρανον ὑπὲρ τῶν Ρώσσων ἐπαναστατῶν συνάθροισαν ἐντὸς ὀλίγων ἡμερῶν 60.000 πεσετάς. Τὸ ποσὸν τοῦτο θεωρεῖται ὡς ἀποδεικνῦον τὴν ὑπὲρ τῶν ἐπαναστατῶν συμπάθειαν τοῦ Ἰσπανικοῦ λαοῦ, διότι αἱ προσφοραὶ δὲν ὑπῆρξαν ἀνώτεραι πεντηκονταλέπτων. — [22, 765, 235, 987]
list-item: 5231 Α. Γιαννακόπουλος — Γ. Μέξης — [889, 1231, 1078, 1243]
list-item: 5208 Κ. Ἀνδρεόπουλος — Μ. Κοτζακῆ — [889, 935, 1079, 947]
list-item: 6 Α. Λουκόπουλος — Μ. Λαδασάκης — [889, 292, 1070, 304]
